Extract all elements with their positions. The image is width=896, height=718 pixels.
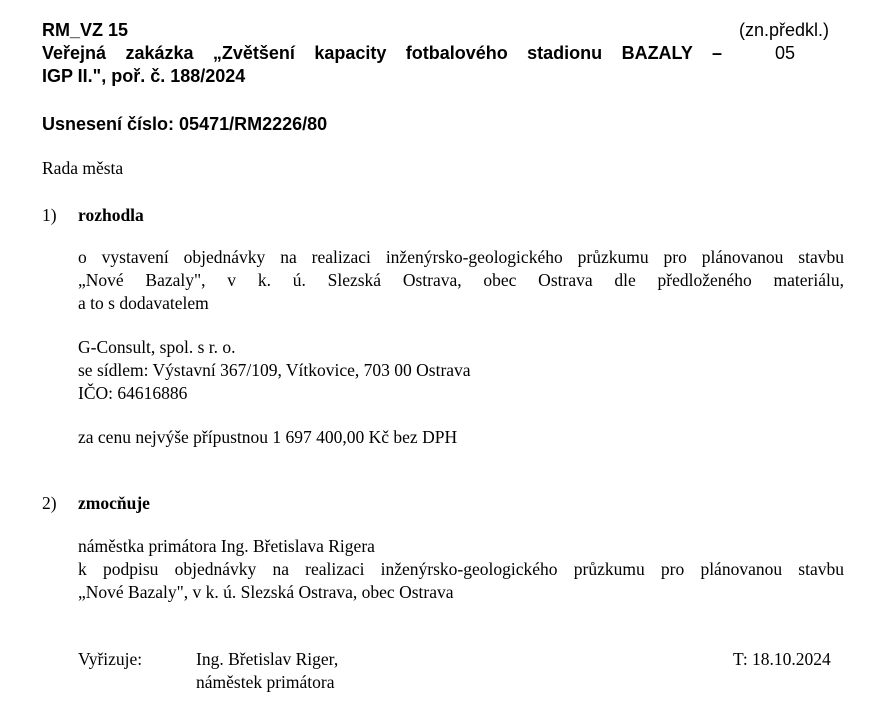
tender-title-line-2: IGP II.", poř. č. 188/2024	[42, 66, 246, 86]
submitter-note-value: 05	[774, 43, 796, 63]
item-2-text-line-1: náměstka primátora Ing. Břetislava Rigera	[78, 536, 375, 556]
item-2-text-line-2: k podpisu objednávky na realizaci inženýrsko-geologického průzkumu pro plánovanou stavbu	[78, 559, 844, 579]
item-1-heading: rozhodla	[78, 205, 144, 225]
deadline: T: 18.10.2024	[733, 649, 831, 669]
supplier-ico: IČO: 64616886	[78, 383, 188, 403]
supplier-name: G-Consult, spol. s r. o.	[78, 337, 236, 357]
item-2-text-line-3: „Nové Bazaly", v k. ú. Slezská Ostrava, obec Ostrava	[78, 582, 454, 602]
tender-title	[42, 42, 723, 65]
tender-title-line-1: Veřejná zakázka „Zvětšení kapacity fotbalového stadionu BAZALY –	[42, 43, 722, 63]
document-code: RM_VZ 15	[42, 20, 129, 40]
item-2-number: 2)	[42, 493, 57, 513]
council-label: Rada města	[42, 158, 124, 178]
supplier-block	[78, 336, 844, 405]
handled-by-label: Vyřizuje:	[78, 649, 143, 669]
supplier-address: se sídlem: Výstavní 367/109, Vítkovice, 703 00 Ostrava	[78, 360, 471, 380]
submitter-note-label: (zn.předkl.)	[738, 20, 830, 40]
resolution-number: Usnesení číslo: 05471/RM2226/80	[42, 114, 328, 134]
item-1-text	[78, 246, 844, 315]
item-1-text-line-2: „Nové Bazaly", v k. ú. Slezská Ostrava, obec Ostrava dle předloženého materiálu,	[78, 270, 844, 290]
item-2-heading: zmocňuje	[78, 493, 150, 513]
item-2-text	[78, 535, 844, 604]
item-1-number: 1)	[42, 205, 57, 225]
item-1-text-line-1: o vystavení objednávky na realizaci inženýrsko-geologického průzkumu pro plánovanou stavbu	[78, 247, 844, 267]
price-line: za cenu nejvýše přípustnou 1 697 400,00 Kč bez DPH	[78, 427, 458, 447]
handler-role: náměstek primátora	[196, 672, 335, 692]
item-1-text-line-3: a to s dodavatelem	[78, 293, 209, 313]
handler-name: Ing. Břetislav Riger,	[196, 649, 339, 669]
